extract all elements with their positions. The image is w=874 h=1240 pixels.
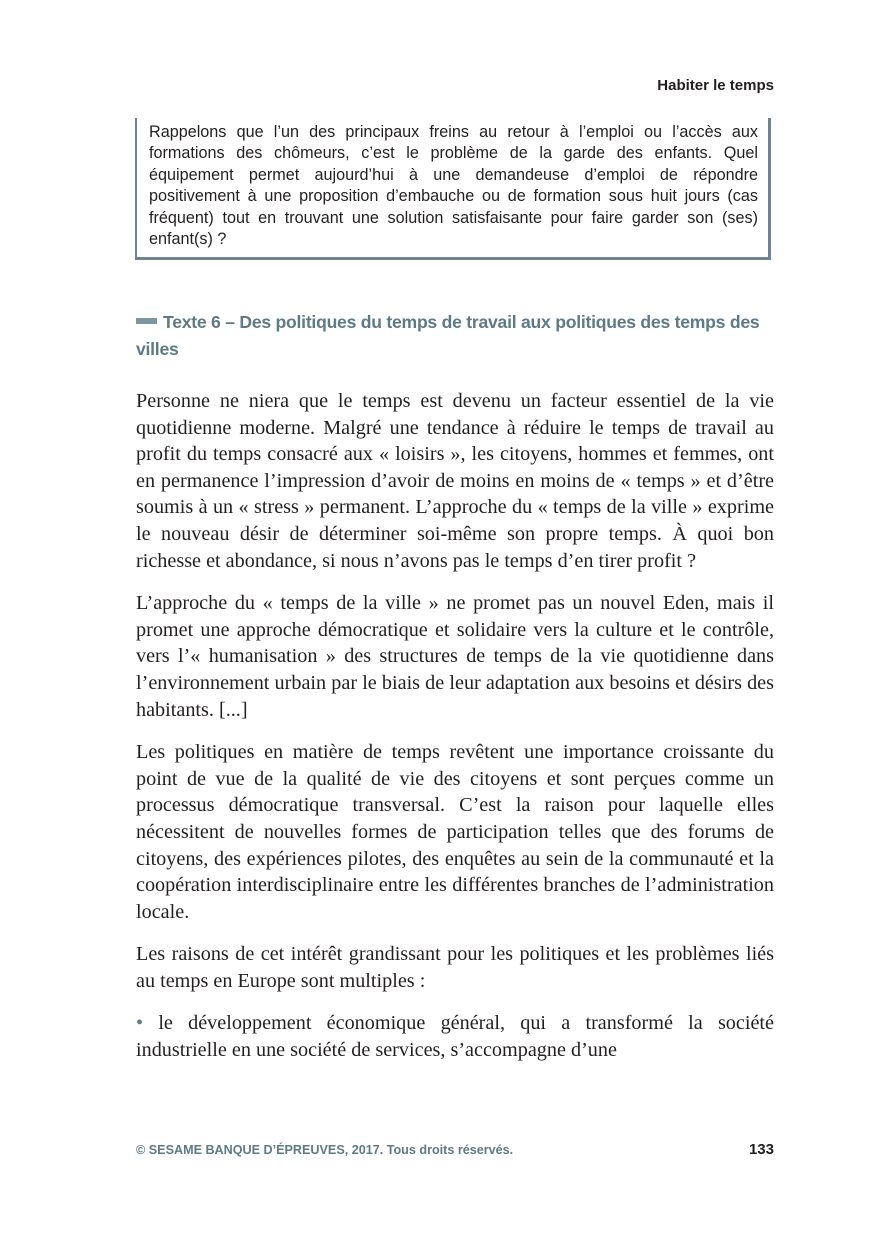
boxed-question: Rappelons que l’un des principaux freins au retour à l’emploi ou l’accès aux formations des chômeurs, c’est le problème de la garde des enfants. Quel équipement permet aujourd’hui à une demandeuse d’emploi de répondre positivement à une proposition d’embauche ou de formation sous huit jours (cas fréquent) tout en trouvant une solution satisfaisante pour faire garder son (ses) enfant(s) ?	[135, 118, 771, 260]
paragraph: Personne ne niera que le temps est devenu un facteur essentiel de la vie quotidienne moderne. Malgré une tendance à réduire le temps de travail au profit du temps consacré aux « loisirs », les citoyens, hommes et femmes, ont en permanence l’impression d’avoir de moins en moins de « temps » et d’être soumis à un « stress » permanent. L’approche du « temps de la ville » exprime le nouveau désir de déterminer soi-même son propre temps. À quoi bon richesse et abondance, si nous n’avons pas le temps d’en tirer profit ?	[136, 390, 774, 572]
section-heading	[136, 309, 776, 363]
paragraph: L’approche du « temps de la ville » ne promet pas un nouvel Eden, mais il promet une approche démocratique et solidaire vers la culture et le contrôle, vers l’« humanisation » des structures de temps de la vie quotidienne dans l’environnement urbain par le biais de leur adaptation aux besoins et désirs des habitants. [...]	[136, 592, 774, 721]
heading-dash-marker	[136, 318, 157, 324]
bullet-text: le développement économique général, qui a transformé la société industrielle en une société de services, s’accompagne d’une	[136, 1012, 774, 1062]
footer-copyright: © SESAME BANQUE D’ÉPREUVES, 2017. Tous droits réservés.	[136, 1143, 514, 1157]
paragraph: Les politiques en matière de temps revêtent une importance croissante du point de vue de la qualité de vie des citoyens et sont perçues comme un processus démocratique transversal. C’est la raison pour laquelle elles nécessitent de nouvelles formes de participation telles que des forums de citoyens, des expériences pilotes, des enquêtes au sein de la communauté et la coopération interdisciplinaire entre les différentes branches de l’administration locale.	[136, 741, 774, 923]
section-heading-text: Texte 6 – Des politiques du temps de travail aux politiques des temps des villes	[136, 312, 760, 359]
page-number: 133	[748, 1141, 774, 1158]
running-head: Habiter le temps	[657, 77, 774, 94]
bullet-icon: •	[136, 1012, 144, 1035]
paragraph: Les raisons de cet intérêt grandissant pour les politiques et les problèmes liés au temps en Europe sont multiples :	[136, 943, 774, 992]
bullet-item	[136, 1010, 774, 1063]
body-text	[136, 388, 774, 1080]
